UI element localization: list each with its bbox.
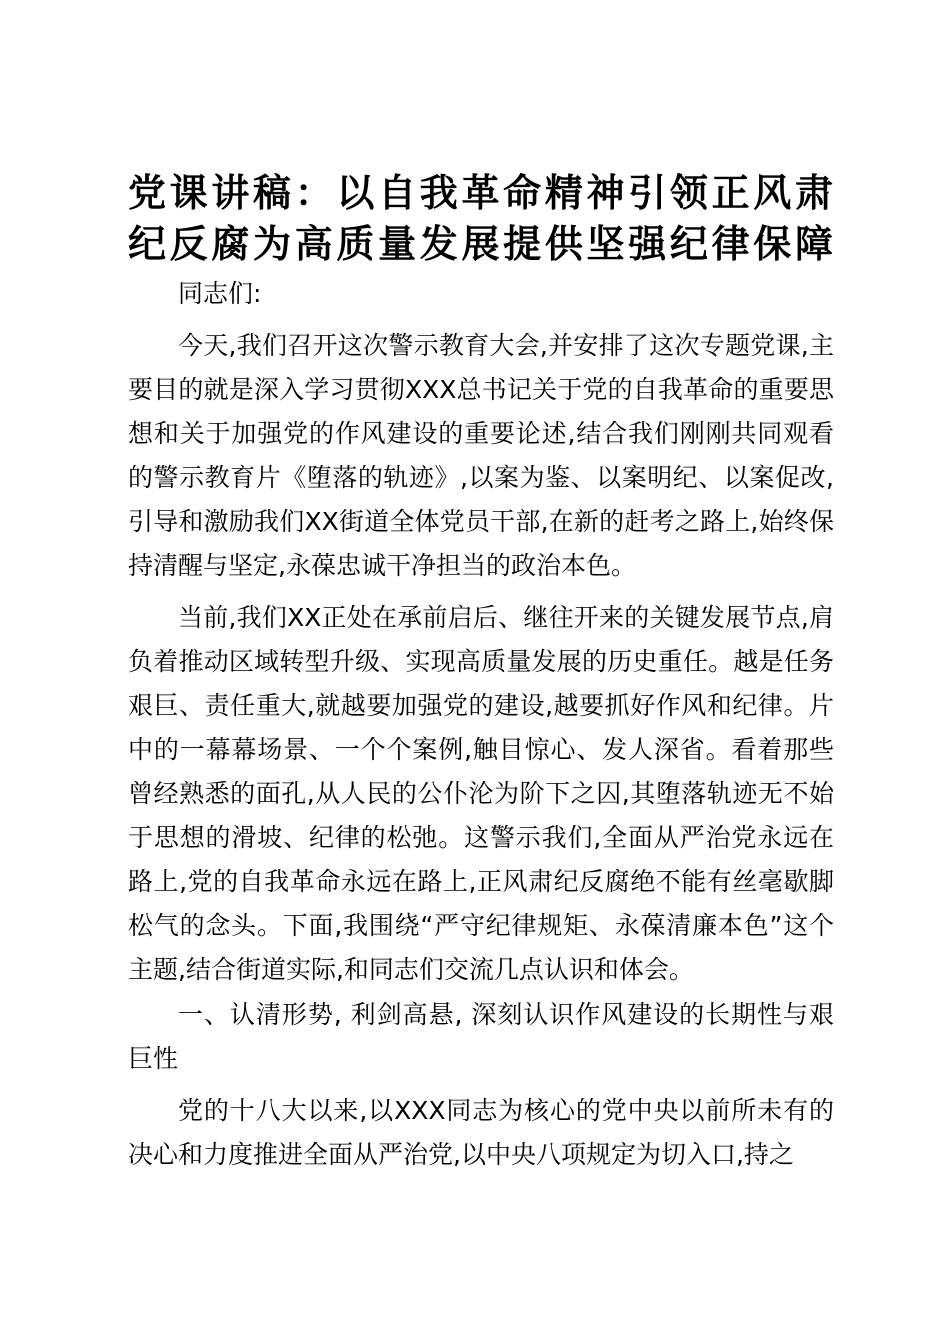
paragraph-opening: 今天,我们召开这次警示教育大会,并安排了这次专题党课,主要目的就是深入学习贯彻XXX总书记关于党的自我革命的重要思想和关于加强党的作风建设的重要论述,结合我们刚刚共同观看的警示教育片《堕落的轨迹》,以案为鉴、以案明纪、以案促改,引导和激励我们XX街道全体党员干部,在新的赶考之路上,始终保持清醒与坚定,永葆忠诚干净担当的政治本色。 (128, 331, 834, 580)
document-page (128, 168, 834, 1177)
salutation: 同志们: (178, 279, 262, 308)
document-title (128, 168, 834, 270)
section-paragraph: 党的十八大以来,以XXX同志为核心的党中央以前所未有的决心和力度推进全面从严治党,以中央八项规定为切入口,持之 (128, 1096, 834, 1169)
title-line-2: 纪反腐为高质量发展提供坚强纪律保障 (128, 222, 834, 266)
paragraph-current-situation: 当前,我们XX正处在承前启后、继往开来的关键发展节点,肩负着推动区域转型升级、实现高质量发展的历史重任。越是任务艰巨、责任重大,就越要加强党的建设,越要抓好作风和纪律。片中的一幕幕场景、一个个案例,触目惊心、发人深省。看着那些曾经熟悉的面孔,从人民的公仆沦为阶下之囚,其堕落轨迹无不始于思想的滑坡、纪律的松弛。这警示我们,全面从严治党永远在路上,党的自我革命永远在路上,正风肃纪反腐绝不能有丝毫歇脚松气的念头。下面,我围绕“严守纪律规矩、永葆清廉本色”这个主题,结合街道实际,和同志们交流几点认识和体会。 (128, 603, 834, 984)
title-line-1: 党课讲稿：以自我革命精神引领正风肃 (128, 171, 834, 215)
section-heading: 一、认清形势, 利剑高悬, 深刻认识作风建设的长期性与艰巨性 (128, 1000, 834, 1073)
